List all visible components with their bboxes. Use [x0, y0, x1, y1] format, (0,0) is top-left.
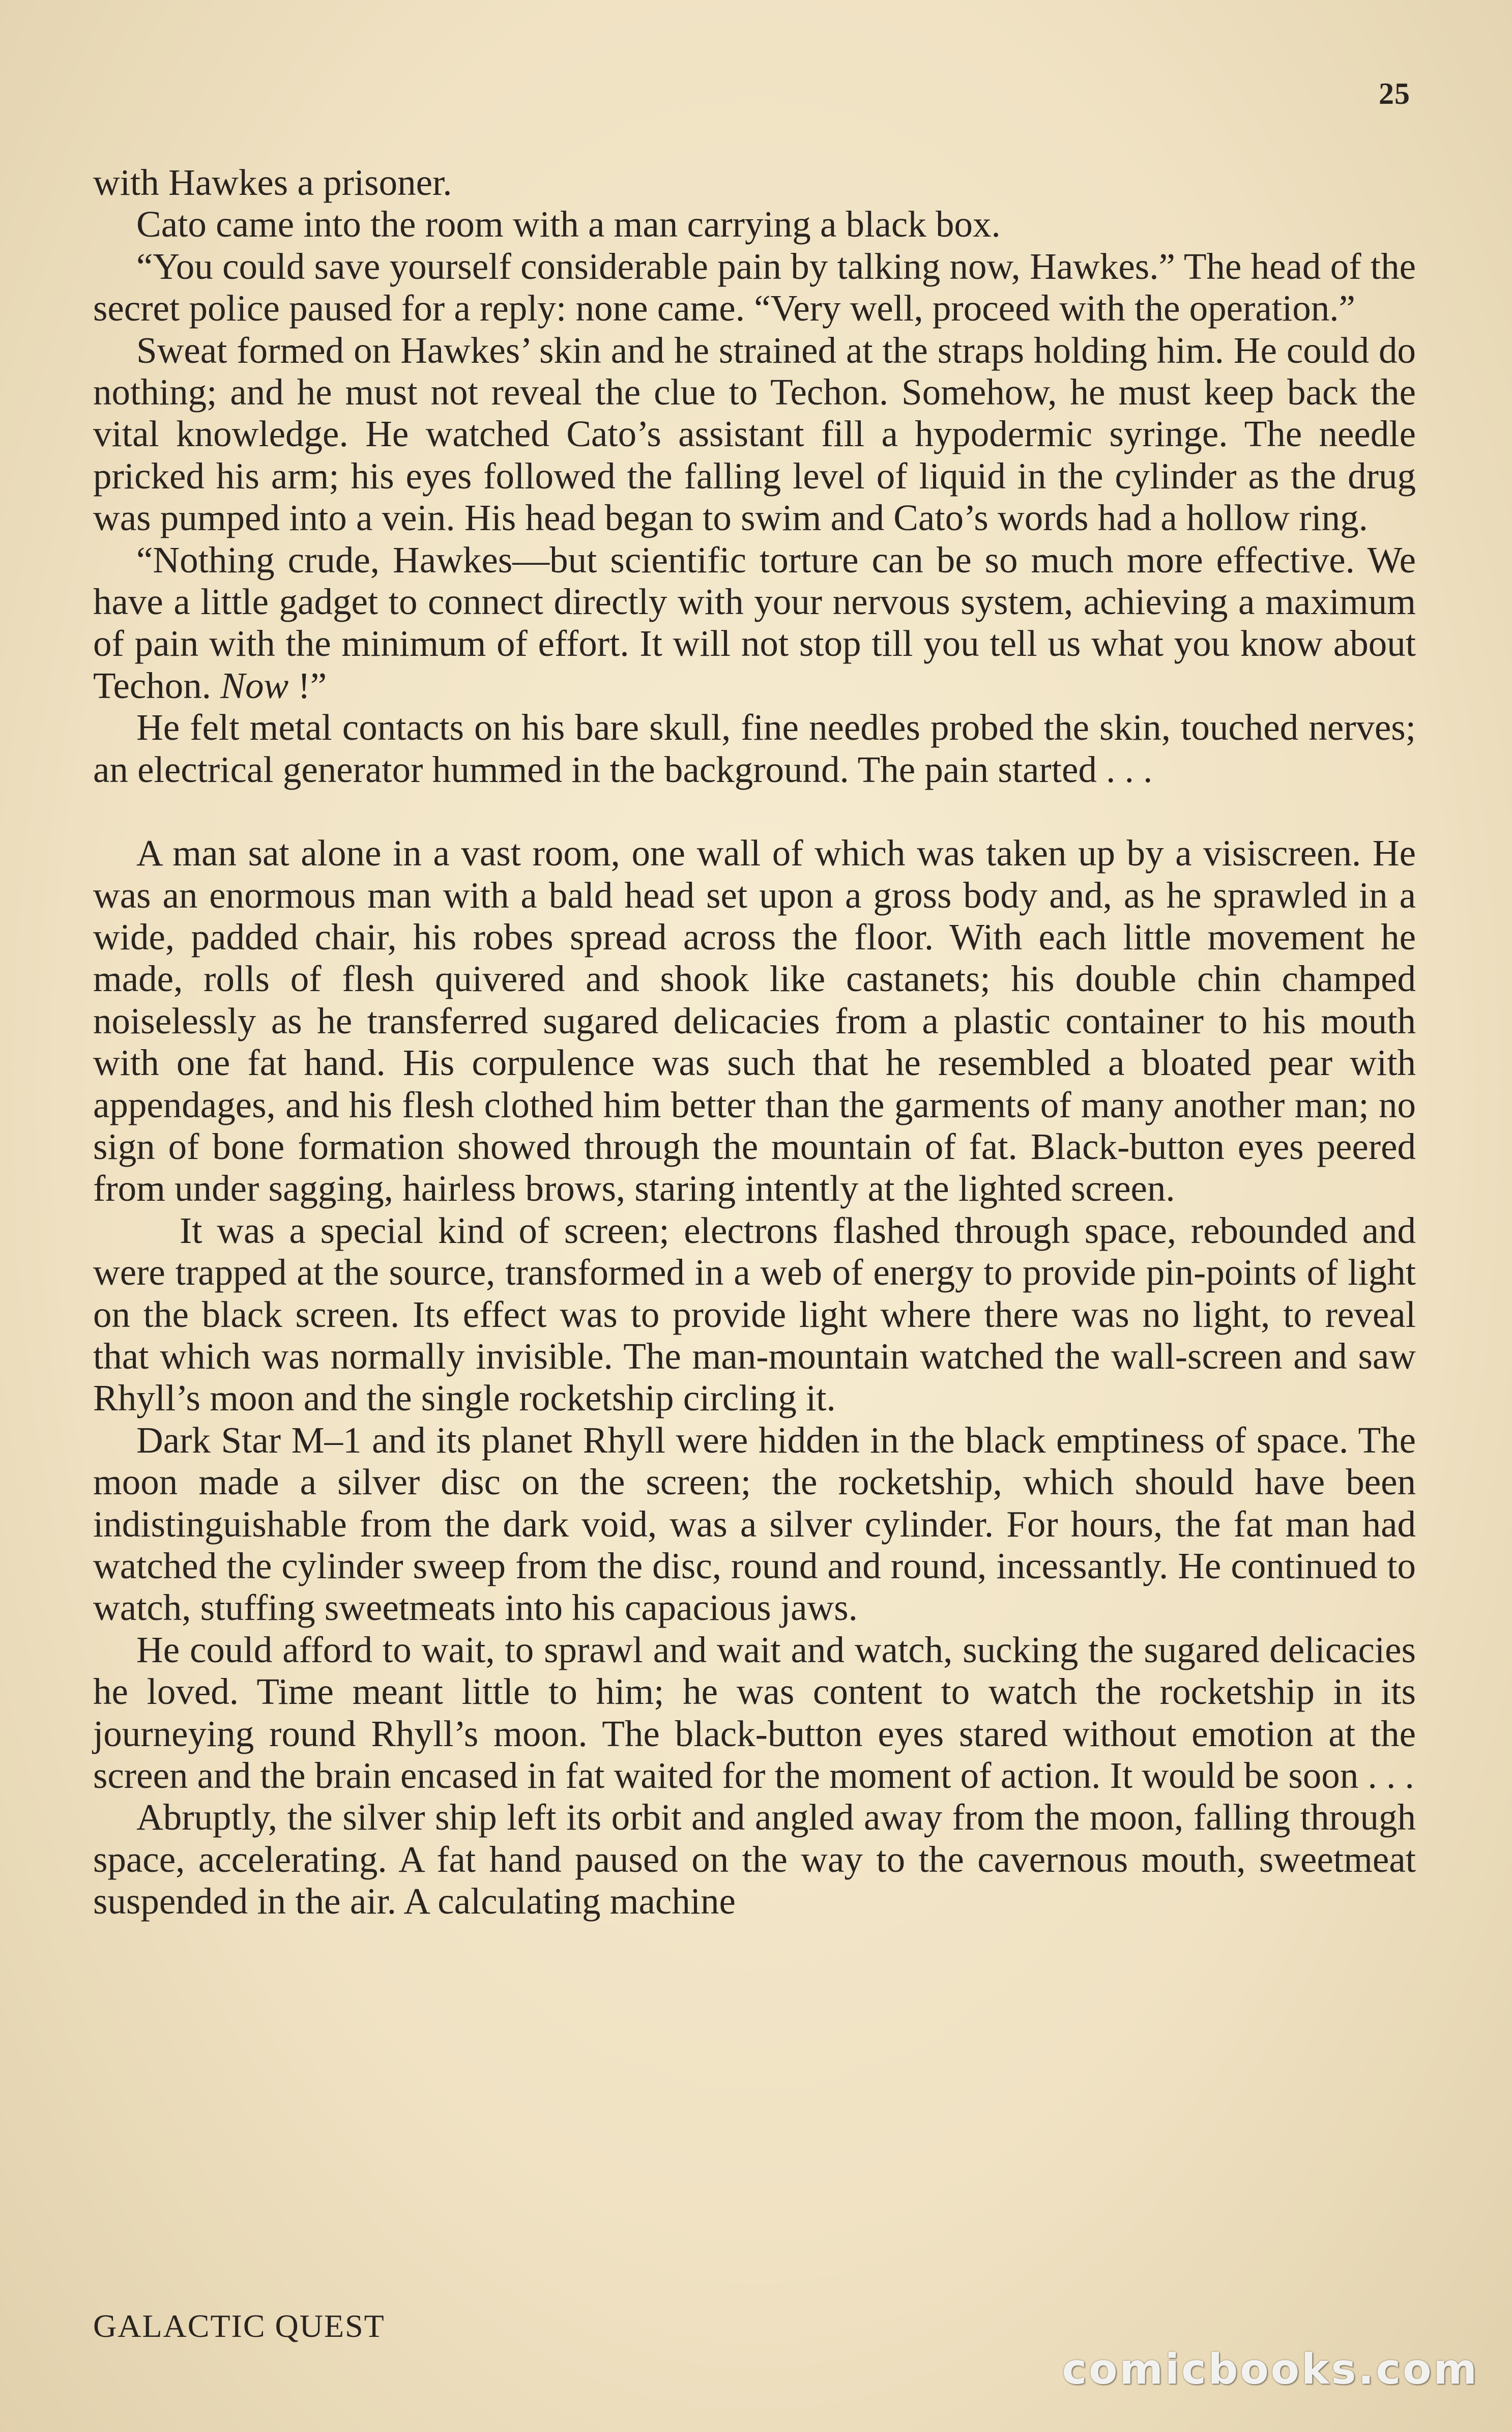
paragraph: “You could save yourself considerable pain by talking now, Hawkes.” The head of the secret police paused for a reply: none came. “Very well, proceed with the operation.”: [93, 245, 1416, 329]
paragraph: He could afford to wait, to sprawl and wait and watch, sucking the sugared delicacies he loved. Time meant little to him; he was content to watch the rocketship in its journeying round Rhyll’s moon. The black-button eyes stared without emotion at the screen and the brain encased in fat waited for the moment of action. It would be soon . . .: [93, 1629, 1416, 1797]
watermark: comicbooks.com: [1062, 2346, 1479, 2394]
paragraph: Abruptly, the silver ship left its orbit and angled away from the moon, falling through space, accelerating. A fat hand paused on the way to the cavernous mouth, sweetmeat suspended in the air. A calculating machine: [93, 1797, 1416, 1922]
page-number: 25: [1379, 77, 1410, 110]
story-text: [93, 162, 1416, 1923]
paragraph: It was a special kind of screen; electrons flashed through space, rebounded and were trapped at the source, transformed in a web of energy to provide pin-points of light on the black screen. Its effect was to provide light where there was no light, to reveal that which was normally invisible. The man-mountain watched the wall-screen and saw Rhyll’s moon and the single rocketship circling it.: [93, 1209, 1416, 1419]
paragraph: Cato came into the room with a man carrying a black box.: [136, 204, 1001, 245]
paragraph: “Nothing crude, Hawkes—but scientific torture can be so much more effective. We have a little gadget to connect directly with your nervous system, achieving a maximum of pain with the minimum of effort. It will not stop till you tell us what you know about Techon. Now !”: [93, 539, 1416, 706]
paragraph: Sweat formed on Hawkes’ skin and he strained at the straps holding him. He could do nothing; and he must not reveal the clue to Techon. Somehow, he must keep back the vital knowledge. He watched Cato’s assistant fill a hypodermic syringe. The needle pricked his arm; his eyes followed the falling level of liquid in the cylinder as the drug was pumped into a vein. His head began to swim and Cato’s words had a hollow ring.: [93, 329, 1416, 539]
paragraph: A man sat alone in a vast room, one wall of which was taken up by a visiscreen. He was an enormous man with a bald head set upon a gross body and, as he sprawled in a wide, padded chair, his robes spread across the floor. With each little movement he made, rolls of flesh quivered and shook like castanets; his double chin champed noiselessly as he transferred sugared delicacies from a plastic container to his mouth with one fat hand. His corpulence was such that he resembled a bloated pear with appendages, and his flesh clothed him better than the garments of many another man; no sign of bone formation showed through the mountain of fat. Black-button eyes peered from under sagging, hairless brows, staring intently at the lighted screen.: [93, 832, 1416, 1209]
paragraph: He felt metal contacts on his bare skull, fine needles probed the skin, touched nerves; an electrical generator hummed in the background. The pain started . . .: [93, 707, 1416, 790]
paragraph: Dark Star M–1 and its planet Rhyll were hidden in the black emptiness of space. The moon made a silver disc on the screen; the rocketship, which should have been indistinguishable from the dark void, was a silver cylinder. For hours, the fat man had watched the cylinder sweep from the disc, round and round, incessantly. He continued to watch, stuffing sweetmeats into his capacious jaws.: [93, 1419, 1416, 1629]
paragraph: with Hawkes a prisoner.: [93, 162, 452, 203]
footer-title: GALACTIC QUEST: [93, 2308, 385, 2344]
